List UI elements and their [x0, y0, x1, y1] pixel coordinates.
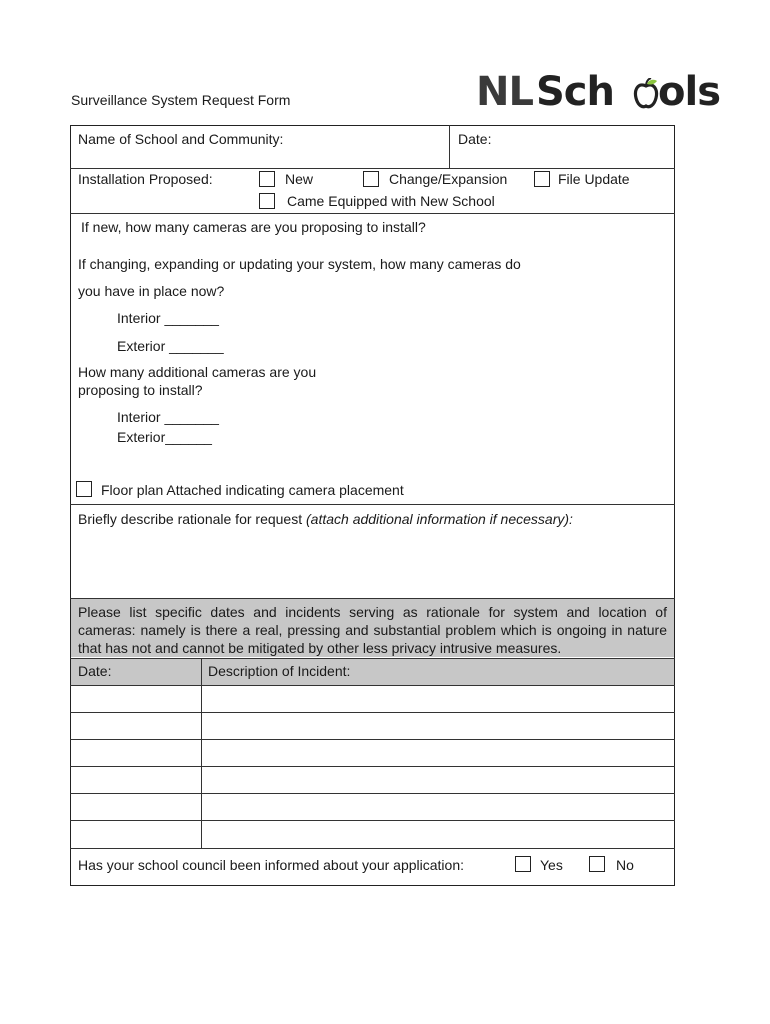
apple-icon — [632, 78, 660, 110]
new-checkbox[interactable] — [259, 171, 275, 187]
table-row — [71, 821, 675, 848]
rationale-hint: (attach additional information if necessary): — [306, 511, 573, 527]
row-divider — [70, 848, 675, 849]
additional-cameras-question-line1: How many additional cameras are you — [78, 364, 317, 380]
table-row — [71, 686, 675, 712]
table-header-shading — [71, 659, 674, 685]
exterior-current-field[interactable]: Exterior _______ — [117, 338, 224, 354]
table-row — [71, 713, 675, 739]
rationale-label — [78, 511, 573, 527]
came-equipped-checkbox[interactable] — [259, 193, 275, 209]
new-option-label: New — [285, 171, 314, 187]
change-cameras-question-line1: If changing, expanding or updating your system, how many cameras do — [78, 256, 521, 272]
row-divider — [70, 168, 675, 169]
installation-label: Installation Proposed: — [78, 171, 213, 187]
interior-current-field[interactable]: Interior _______ — [117, 310, 219, 326]
incident-description-cell[interactable] — [202, 686, 674, 712]
floor-plan-label: Floor plan Attached indicating camera placement — [101, 482, 404, 498]
nl-schools-logo — [476, 66, 720, 118]
date-label: Date: — [458, 131, 492, 147]
incident-description-cell[interactable] — [202, 794, 674, 820]
incidents-instruction: Please list specific dates and incidents serving as rationale for system and location of cameras: namely is there a real, pressing and substantial problem which is ongoing in nature that has not and cannot be mitigated by other less privacy intrusive measures. — [78, 604, 667, 656]
table-row — [71, 794, 675, 820]
school-community-field[interactable] — [77, 150, 449, 168]
change-expansion-checkbox[interactable] — [363, 171, 379, 187]
date-divider — [449, 125, 450, 168]
incident-description-column-header: Description of Incident: — [208, 663, 351, 679]
row-divider — [70, 213, 675, 214]
row-divider — [70, 504, 675, 505]
council-yes-label: Yes — [540, 857, 563, 873]
exterior-additional-field[interactable]: Exterior______ — [117, 429, 212, 445]
date-field[interactable] — [500, 131, 670, 163]
incident-description-cell[interactable] — [202, 767, 674, 793]
rationale-textarea[interactable] — [77, 531, 669, 595]
file-update-checkbox[interactable] — [534, 171, 550, 187]
incident-date-cell[interactable] — [71, 821, 201, 848]
additional-cameras-question-line2: proposing to install? — [78, 382, 203, 398]
logo-nl-text: NL — [476, 69, 533, 115]
floor-plan-checkbox[interactable] — [76, 481, 92, 497]
change-expansion-label: Change/Expansion — [389, 171, 508, 187]
new-cameras-question: If new, how many cameras are you proposing to install? — [81, 219, 426, 235]
incident-description-cell[interactable] — [202, 740, 674, 766]
council-question: Has your school council been informed about your application: — [78, 857, 465, 873]
form-title: Surveillance System Request Form — [71, 92, 291, 108]
came-equipped-label: Came Equipped with New School — [287, 193, 495, 209]
interior-additional-field[interactable]: Interior _______ — [117, 409, 219, 425]
table-row — [71, 767, 675, 793]
incident-date-cell[interactable] — [71, 794, 201, 820]
council-no-checkbox[interactable] — [589, 856, 605, 872]
council-no-label: No — [616, 857, 634, 873]
incident-description-cell[interactable] — [202, 713, 674, 739]
incident-date-cell[interactable] — [71, 740, 201, 766]
council-yes-checkbox[interactable] — [515, 856, 531, 872]
incident-date-cell[interactable] — [71, 767, 201, 793]
incident-description-cell[interactable] — [202, 821, 674, 848]
table-row — [71, 740, 675, 766]
incident-date-column-header: Date: — [78, 663, 112, 679]
rationale-label-text: Briefly describe rationale for request — [78, 511, 303, 527]
incident-date-cell[interactable] — [71, 686, 201, 712]
logo-ols-text: ols — [658, 69, 720, 115]
file-update-label: File Update — [558, 171, 630, 187]
incident-date-cell[interactable] — [71, 713, 201, 739]
logo-sch-text: Sch — [536, 69, 614, 115]
school-community-label: Name of School and Community: — [78, 131, 284, 147]
change-cameras-question-line2: you have in place now? — [78, 283, 225, 299]
